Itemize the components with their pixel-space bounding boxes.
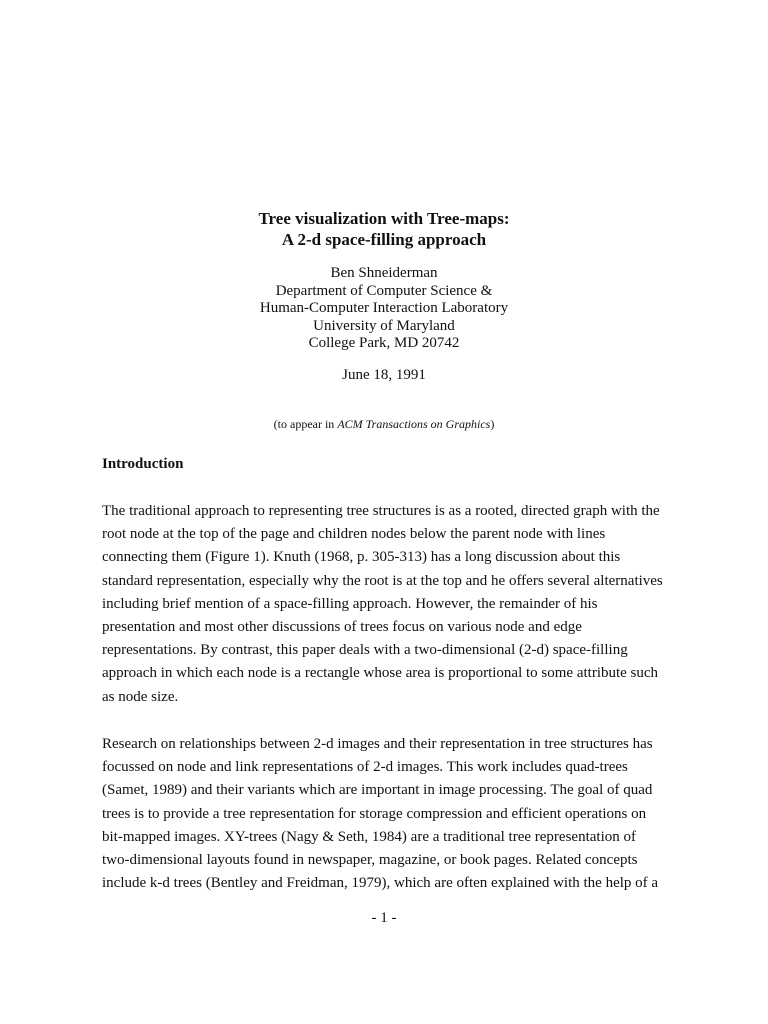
text-line: focussed on node and link representations of 2-d images. This work includes quad-trees: [102, 759, 628, 776]
text-line: trees is to provide a tree representation for storage compression and efficient operations on: [102, 805, 647, 822]
text-line: representations. By contrast, this paper deals with a two-dimensional (2-d) space-filling: [102, 642, 628, 659]
publication-note: [0, 417, 768, 432]
text-line: The traditional approach to representing tree structures is as a rooted, directed graph with the: [102, 503, 660, 519]
paper-title: [0, 208, 768, 250]
publication-note-suffix: ): [490, 417, 495, 431]
paragraph-2: [102, 733, 682, 895]
text-line: including brief mention of a space-filling approach. However, the remainder of his: [102, 595, 598, 612]
author-block: [0, 265, 768, 353]
affiliation-line: Human-Computer Interaction Laboratory: [259, 300, 509, 316]
text-line: root node at the top of the page and children nodes below the parent node with lines: [102, 526, 606, 543]
paragraph-1: [102, 500, 682, 709]
title-line-1: Tree visualization with Tree-maps:: [258, 209, 510, 228]
affiliation-line: Department of Computer Science &: [275, 282, 493, 299]
text-line: approach in which each node is a rectangle whose area is proportional to some attribute such: [102, 665, 659, 682]
text-line: (Samet, 1989) and their variants which are important in image processing. The goal of quad: [102, 782, 653, 799]
author-name: Ben Shneiderman: [330, 265, 438, 281]
page-number: - 1 -: [371, 910, 397, 926]
title-line-2: A 2-d space-filling approach: [281, 230, 487, 249]
publication-note-prefix: (to appear in: [273, 417, 338, 431]
section-heading: Introduction: [102, 456, 184, 472]
text-line: connecting them (Figure 1). Knuth (1968, p. 305-313) has a long discussion about this: [102, 549, 621, 566]
paper-date: June 18, 1991: [342, 367, 426, 383]
text-line: Research on relationships between 2-d images and their representation in tree structures has: [102, 736, 653, 752]
publication-venue: ACM Transactions on Graphics: [337, 417, 491, 431]
text-line: standard representation, especially why the root is at the top and he offers several alternatives: [102, 572, 663, 589]
text-line: two-dimensional layouts found in newspaper, magazine, or book pages. Related concepts: [102, 852, 638, 869]
text-line: bit-mapped images. XY-trees (Nagy & Seth, 1984) are a traditional tree representation of: [102, 828, 636, 845]
affiliation-line: College Park, MD 20742: [308, 335, 460, 351]
affiliation-line: University of Maryland: [313, 317, 455, 334]
text-line: as node size.: [102, 688, 179, 705]
text-line: presentation and most other discussions of trees focus on various node and edge: [102, 619, 582, 636]
text-line: include k-d trees (Bentley and Freidman, 1979), which are often explained with the help of a: [102, 875, 659, 892]
